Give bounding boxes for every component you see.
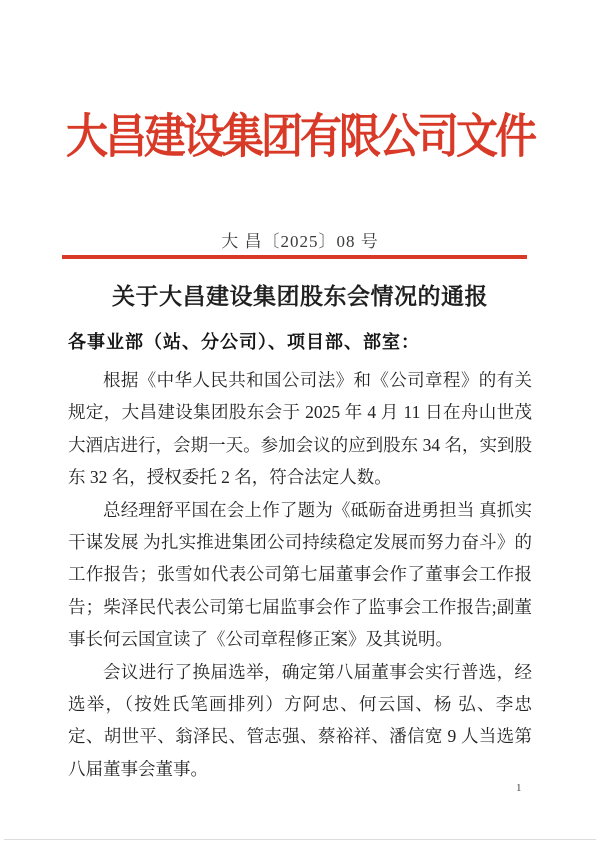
body-paragraph-1: 根据《中华人民共和国公司法》和《公司章程》的有关规定，大昌建设集团股东会于 2025 年 4 月 11 日在舟山世茂大酒店进行，会期一天。参加会议的应到股东 34 名，实到股东 32 名，授权委托 2 名，符合法定人数。 [68, 370, 532, 488]
document-number: 大 昌〔2025〕08 号 [221, 232, 379, 251]
salutation-line: 各事业部（站、分公司）、项目部、部室： [68, 332, 420, 352]
document-title: 关于大昌建设集团股东会情况的通报 [112, 284, 488, 309]
page-edge-line [4, 839, 596, 840]
red-divider-line [62, 255, 527, 259]
page-number: 1 [516, 782, 522, 794]
document-body [68, 364, 532, 785]
letterhead-title: 大昌建设集团有限公司文件 [65, 112, 534, 164]
body-paragraph-2: 总经理舒平国在会上作了题为《砥砺奋进勇担当 真抓实干谋发展 为扎实推进集团公司持续稳定发展而努力奋斗》的工作报告；张雪如代表公司第七届董事会作了董事会工作报告；柴泽民代表公司第七届监事会作了监事会工作报告;副董事长何云国宣读了《公司章程修正案》及其说明。 [68, 499, 532, 650]
body-paragraph-3: 会议进行了换届选举，确定第八届董事会实行普选，经选举，（按姓氏笔画排列）方阿忠、何云国、杨 弘、李忠定、胡世平、翁泽民、管志强、蔡裕祥、潘信宽 9 人当选第八届董事会董事。 [68, 661, 532, 779]
